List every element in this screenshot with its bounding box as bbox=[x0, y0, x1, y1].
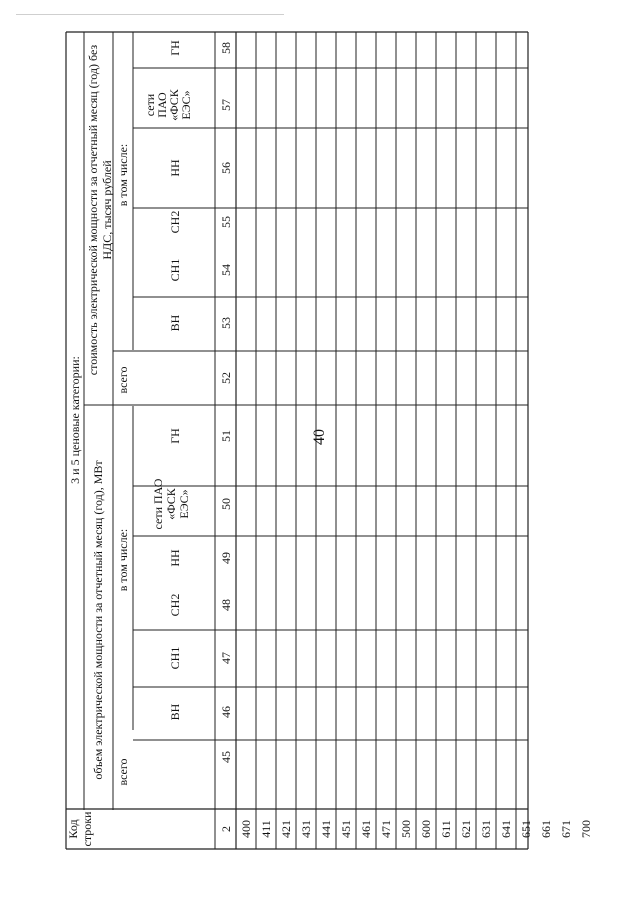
volume-column-label: ВН bbox=[168, 703, 182, 721]
row-code: 600 bbox=[419, 820, 433, 838]
row-code: 671 bbox=[559, 820, 573, 838]
row-code: 641 bbox=[499, 820, 513, 838]
row-code: 621 bbox=[459, 820, 473, 838]
cost-group-title: стоимость электрической мощности за отчетный месяц (год) без bbox=[86, 44, 100, 376]
code-header: строки bbox=[80, 811, 94, 847]
section-title: 3 и 5 ценовые категории: bbox=[68, 356, 82, 484]
cost-subgroup-label: в том числе: bbox=[116, 143, 130, 207]
column-number: 51 bbox=[219, 430, 233, 442]
cost-column-label: ВН bbox=[168, 314, 182, 332]
row-code: 431 bbox=[299, 820, 313, 838]
cost-column-label: СН1 bbox=[168, 258, 182, 282]
cost-column-label: СН2 bbox=[168, 210, 182, 234]
column-number: 48 bbox=[219, 599, 233, 611]
volume-group-title: объем электрической мощности за отчетный месяц (год), МВт bbox=[91, 460, 105, 780]
column-number: 45 bbox=[219, 751, 233, 763]
row-code: 631 bbox=[479, 820, 493, 838]
row-code: 441 bbox=[319, 820, 333, 838]
column-number: 52 bbox=[219, 372, 233, 384]
volume-column-label: ГН bbox=[168, 428, 182, 444]
cost-column-label: ПАО bbox=[155, 92, 169, 118]
volume-column-label: ЕЭС» bbox=[177, 489, 191, 519]
code-header: Код bbox=[66, 819, 80, 839]
cost-column-label: ГН bbox=[168, 40, 182, 56]
column-number: 54 bbox=[219, 264, 233, 276]
cost-column-label: НН bbox=[168, 159, 182, 177]
column-number: 47 bbox=[219, 652, 233, 664]
table-labels bbox=[66, 40, 593, 847]
table-grid bbox=[66, 32, 528, 849]
column-number: 2 bbox=[219, 826, 233, 832]
column-number: 53 bbox=[219, 317, 233, 329]
row-code: 651 bbox=[519, 820, 533, 838]
volume-column-label: сети ПАО bbox=[151, 478, 165, 530]
volume-total-label: всего bbox=[116, 758, 130, 786]
row-code: 461 bbox=[359, 820, 373, 838]
row-code: 400 bbox=[239, 820, 253, 838]
cost-column-label: сети bbox=[143, 93, 157, 117]
volume-column-label: СН1 bbox=[168, 646, 182, 670]
row-code: 500 bbox=[399, 820, 413, 838]
cost-column-label: ЕЭС» bbox=[179, 90, 193, 120]
volume-column-label: НН bbox=[168, 549, 182, 567]
volume-subgroup-label: в том числе: bbox=[116, 528, 130, 592]
row-code: 471 bbox=[379, 820, 393, 838]
column-number: 57 bbox=[219, 99, 233, 111]
column-number: 50 bbox=[219, 498, 233, 510]
cost-column-label: «ФСК bbox=[167, 89, 181, 121]
row-code: 421 bbox=[279, 820, 293, 838]
volume-column-label: «ФСК bbox=[164, 488, 178, 520]
row-code: 700 bbox=[579, 820, 593, 838]
volume-column-label: СН2 bbox=[168, 593, 182, 617]
column-number: 55 bbox=[219, 216, 233, 228]
column-number: 46 bbox=[219, 706, 233, 718]
row-code: 661 bbox=[539, 820, 553, 838]
column-number: 49 bbox=[219, 552, 233, 564]
row-code: 411 bbox=[259, 820, 273, 838]
row-code: 451 bbox=[339, 820, 353, 838]
row-code: 611 bbox=[439, 820, 453, 838]
page-number: 40 bbox=[311, 429, 328, 445]
cost-group-title-line2: НДС, тысяч рублей bbox=[100, 160, 114, 260]
column-number: 56 bbox=[219, 162, 233, 174]
cost-total-label: всего bbox=[116, 366, 130, 394]
column-number: 58 bbox=[219, 42, 233, 54]
